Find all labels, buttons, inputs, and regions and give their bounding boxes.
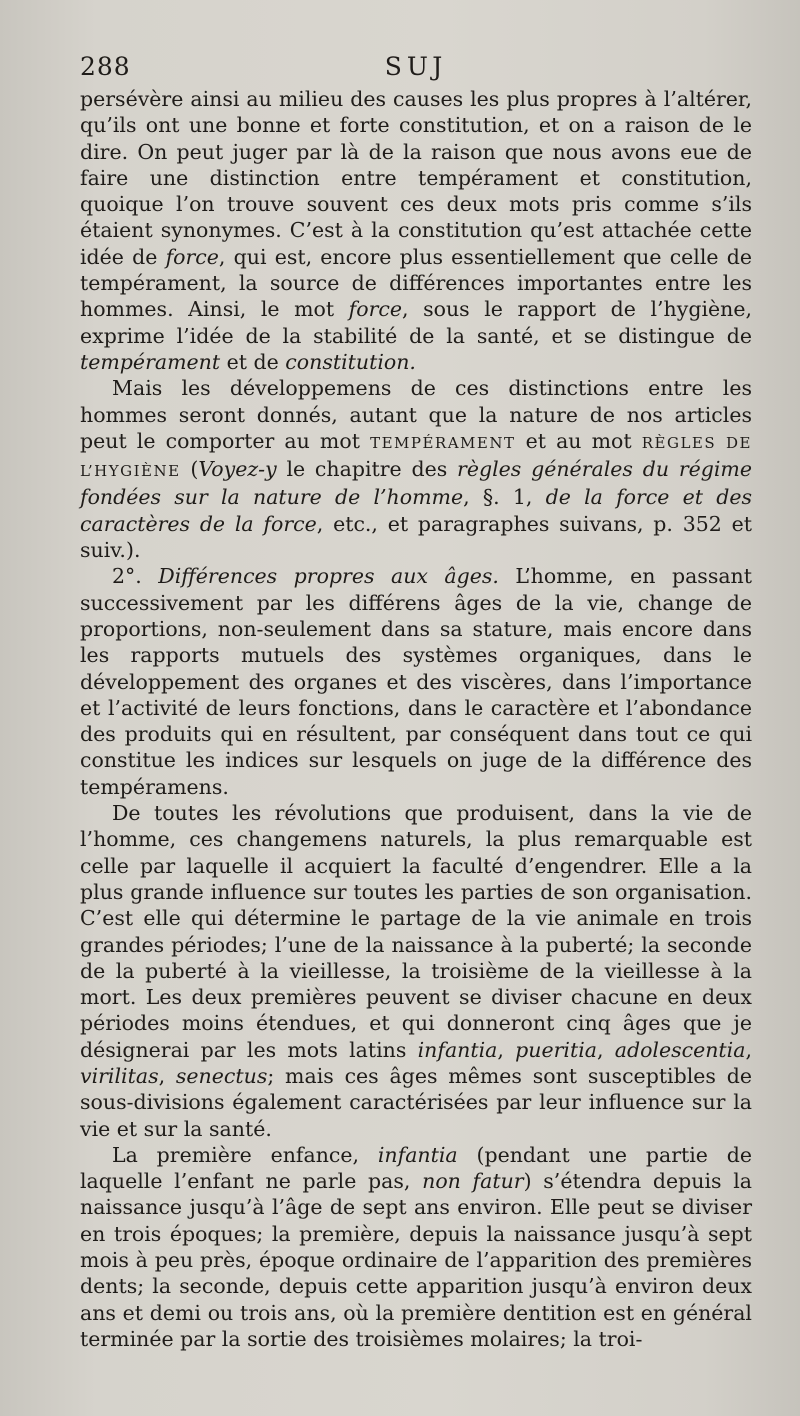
text-run: , qui est, encore plus essentiellement que celle de tempérament, la source de différences importantes entre les hommes. Ainsi, le mot [80,244,752,322]
text-run: , [596,1037,615,1062]
text-run: et de [220,349,286,374]
italic-text: pueritia [515,1037,597,1062]
text-run: , §. 1, [463,485,546,510]
text-run: , [497,1037,516,1062]
page-header [80,52,752,86]
text-run: La première enfance, [112,1142,378,1167]
smallcaps-text: TEMPÉRAMENT [370,433,516,452]
text-run: , [158,1063,176,1088]
running-title: SUJ [384,52,448,81]
text-run: Mais les développemens de ces distinctions entre les hommes seront donnés, autant que la nature de nos articles peut le comporter au mot [80,376,752,453]
body-text [80,86,752,1352]
italic-text: Différences propres aux âges. [158,564,499,589]
text-run: le chapitre des [276,457,458,482]
italic-text: règles générales du régime fondées sur la nature de l’homme [80,457,753,510]
italic-text: adolescentia [614,1037,746,1062]
italic-text: infantia [377,1142,458,1167]
text-run: ; mais ces âges mêmes sont susceptibles de sous-divisions également caractérisées par leur influence sur la vie et sur la santé. [80,1063,752,1141]
text-run: ) s’étendra depuis la naissance jusqu’à l’âge de sept ans environ. Elle peut se diviser en trois époques; la première, depuis la naissance jusqu’à sept mois à peu près, époque ordinaire de l’apparition des premières dents; la seconde, depuis cette apparition jusqu’à environ deux ans et demi ou trois ans, où la première dentition est en général terminée par la sortie des troisièmes molaires; la troi- [80,1169,752,1351]
text-run: , [745,1037,752,1062]
italic-text: tempérament [80,349,221,374]
paragraph [80,563,752,800]
text-run: , sous le rapport de l’hygiène, exprime l’idée de la stabilité de la santé, et se distingue de [80,297,752,348]
text-run: 2°. [112,564,159,589]
italic-text: force [165,244,219,269]
text-run: et au mot [515,428,642,453]
italic-text: constitution. [285,349,416,374]
paragraph [80,1142,752,1352]
italic-text: de la force et des caractères de la force [80,485,752,536]
page-number: 288 [80,52,131,81]
italic-text: force [348,297,403,322]
text-run: (pendant une partie de laquelle l’enfant ne parle pas, [80,1142,752,1194]
text-run: L’homme, en passant successivement par les différens âges de la vie, change de proportions, non-seulement dans sa stature, mais encore dans les rapports mutuels des systèmes organiques, dans le développement des organes et des viscères, dans l’importance et l’activité de leurs fonctions, dans le caractère et l’abondance des produits qui en résultent, par conséquent dans tout ce qui constitue les indices sur lesquels on juge de la différence des tempéramens. [80,564,753,799]
italic-text: Voyez-y [198,457,277,482]
text-run: persévère ainsi au milieu des causes les plus propres à l’altérer, qu’ils ont une bonne et forte constitution, et on a raison de le dire. On peut juger par là de la raison que nous avons eue de faire une distinction entre tempérament et constitution, quoique l’on trouve souvent ces deux mots pris comme s’ils étaient synonymes. C’est à la constitution qu’est attachée cette idée de [80,87,752,269]
text-run: , etc., et paragraphes suivans, p. 352 et suiv.). [80,511,752,563]
paragraph [80,86,752,375]
italic-text: virilitas [80,1063,159,1088]
smallcaps-text: RÈGLES DE L’HYGIÈNE [80,433,752,481]
paragraph [80,375,752,563]
italic-text: non fatur [422,1169,524,1194]
text-run: De toutes les révolutions que produisent, dans la vie de l’homme, ces changemens naturels, la plus remarquable est celle par laquelle il acquiert la faculté d’engendrer. Elle a la plus grande influence sur toutes les parties de son organisation. C’est elle qui détermine le partage de la vie animale en trois grandes périodes; l’une de la naissance à la puberté; la seconde de la puberté à la vieillesse, la troisième de la vieillesse à la mort. Les deux premières peuvent se diviser chacune en deux périodes moins étendues, et qui donneront cinq âges que je désignerai par les mots latins [80,801,752,1062]
text-run: ( [180,457,199,482]
italic-text: infantia [417,1037,498,1062]
paragraph [80,800,752,1142]
italic-text: senectus [175,1063,268,1088]
